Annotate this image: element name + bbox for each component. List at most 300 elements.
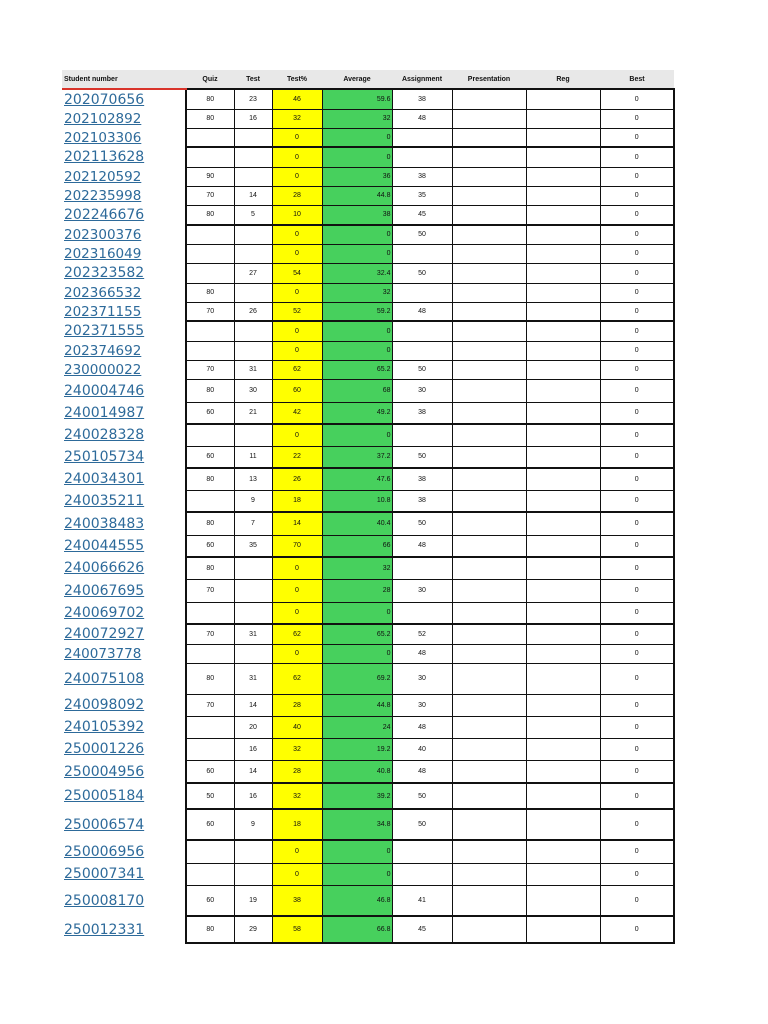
assignment-cell[interactable]: 48 (392, 760, 452, 783)
quiz-cell[interactable]: 80 (186, 916, 234, 943)
presentation-cell[interactable] (452, 167, 526, 186)
quiz-cell[interactable] (186, 602, 234, 624)
test-percent-cell[interactable]: 0 (272, 840, 322, 863)
presentation-cell[interactable] (452, 916, 526, 943)
assignment-cell[interactable] (392, 244, 452, 263)
reg-cell[interactable] (526, 109, 600, 128)
average-cell[interactable]: 0 (322, 341, 392, 360)
student-number-link[interactable]: 240028328 (64, 427, 145, 443)
assignment-cell[interactable] (392, 602, 452, 624)
presentation-cell[interactable] (452, 341, 526, 360)
student-number-link[interactable]: 202102892 (64, 110, 142, 127)
quiz-cell[interactable]: 80 (186, 283, 234, 302)
test-cell[interactable]: 9 (234, 490, 272, 512)
presentation-cell[interactable] (452, 624, 526, 644)
test-cell[interactable]: 29 (234, 916, 272, 943)
presentation-cell[interactable] (452, 863, 526, 885)
student-number-link[interactable]: 230000022 (64, 361, 142, 378)
best-cell[interactable]: 0 (600, 916, 674, 943)
quiz-cell[interactable] (186, 840, 234, 863)
student-number-link[interactable]: 250006574 (64, 816, 145, 833)
student-number-link[interactable]: 202235998 (64, 187, 142, 204)
reg-cell[interactable] (526, 360, 600, 379)
best-cell[interactable]: 0 (600, 863, 674, 885)
average-cell[interactable]: 65.2 (322, 624, 392, 644)
quiz-cell[interactable]: 80 (186, 512, 234, 535)
presentation-cell[interactable] (452, 283, 526, 302)
test-percent-cell[interactable]: 54 (272, 263, 322, 283)
assignment-cell[interactable] (392, 128, 452, 147)
student-number-link[interactable]: 240038483 (64, 515, 145, 532)
test-cell[interactable]: 19 (234, 885, 272, 916)
reg-cell[interactable] (526, 263, 600, 283)
presentation-cell[interactable] (452, 663, 526, 694)
presentation-cell[interactable] (452, 186, 526, 205)
best-cell[interactable]: 0 (600, 760, 674, 783)
average-cell[interactable]: 59.2 (322, 302, 392, 321)
assignment-cell[interactable]: 50 (392, 360, 452, 379)
best-cell[interactable]: 0 (600, 624, 674, 644)
test-percent-cell[interactable]: 0 (272, 341, 322, 360)
average-cell[interactable]: 0 (322, 840, 392, 863)
assignment-cell[interactable] (392, 557, 452, 579)
presentation-cell[interactable] (452, 424, 526, 446)
best-cell[interactable]: 0 (600, 263, 674, 283)
test-cell[interactable]: 14 (234, 186, 272, 205)
best-cell[interactable]: 0 (600, 360, 674, 379)
test-percent-cell[interactable]: 40 (272, 716, 322, 738)
best-cell[interactable]: 0 (600, 783, 674, 809)
test-percent-cell[interactable]: 58 (272, 916, 322, 943)
best-cell[interactable]: 0 (600, 147, 674, 167)
quiz-cell[interactable] (186, 225, 234, 244)
presentation-cell[interactable] (452, 557, 526, 579)
average-cell[interactable]: 47.6 (322, 468, 392, 490)
presentation-cell[interactable] (452, 128, 526, 147)
assignment-cell[interactable]: 35 (392, 186, 452, 205)
average-cell[interactable]: 0 (322, 644, 392, 663)
reg-cell[interactable] (526, 321, 600, 341)
reg-cell[interactable] (526, 916, 600, 943)
reg-cell[interactable] (526, 557, 600, 579)
best-cell[interactable]: 0 (600, 205, 674, 225)
average-cell[interactable]: 32 (322, 109, 392, 128)
header-student-number[interactable]: Student number (62, 70, 186, 89)
test-cell[interactable] (234, 321, 272, 341)
reg-cell[interactable] (526, 341, 600, 360)
student-number-link[interactable]: 240069702 (64, 605, 145, 621)
best-cell[interactable]: 0 (600, 490, 674, 512)
test-cell[interactable]: 35 (234, 535, 272, 557)
best-cell[interactable]: 0 (600, 840, 674, 863)
assignment-cell[interactable] (392, 863, 452, 885)
presentation-cell[interactable] (452, 379, 526, 402)
presentation-cell[interactable] (452, 225, 526, 244)
student-number-link[interactable]: 202070656 (64, 91, 145, 108)
reg-cell[interactable] (526, 783, 600, 809)
quiz-cell[interactable]: 60 (186, 809, 234, 840)
quiz-cell[interactable]: 60 (186, 535, 234, 557)
test-percent-cell[interactable]: 0 (272, 644, 322, 663)
student-number-link[interactable]: 240067695 (64, 582, 145, 599)
best-cell[interactable]: 0 (600, 446, 674, 468)
test-percent-cell[interactable]: 18 (272, 490, 322, 512)
test-cell[interactable]: 31 (234, 360, 272, 379)
presentation-cell[interactable] (452, 840, 526, 863)
test-percent-cell[interactable]: 62 (272, 624, 322, 644)
reg-cell[interactable] (526, 602, 600, 624)
quiz-cell[interactable]: 60 (186, 760, 234, 783)
reg-cell[interactable] (526, 89, 600, 109)
presentation-cell[interactable] (452, 263, 526, 283)
best-cell[interactable]: 0 (600, 379, 674, 402)
quiz-cell[interactable]: 80 (186, 89, 234, 109)
assignment-cell[interactable] (392, 283, 452, 302)
reg-cell[interactable] (526, 186, 600, 205)
presentation-cell[interactable] (452, 512, 526, 535)
student-number-link[interactable]: 202120592 (64, 168, 142, 185)
presentation-cell[interactable] (452, 579, 526, 602)
assignment-cell[interactable]: 50 (392, 263, 452, 283)
presentation-cell[interactable] (452, 147, 526, 167)
best-cell[interactable]: 0 (600, 167, 674, 186)
reg-cell[interactable] (526, 424, 600, 446)
best-cell[interactable]: 0 (600, 738, 674, 760)
assignment-cell[interactable]: 48 (392, 535, 452, 557)
test-percent-cell[interactable]: 0 (272, 128, 322, 147)
test-cell[interactable]: 21 (234, 402, 272, 424)
presentation-cell[interactable] (452, 602, 526, 624)
reg-cell[interactable] (526, 128, 600, 147)
assignment-cell[interactable] (392, 147, 452, 167)
average-cell[interactable]: 0 (322, 128, 392, 147)
test-cell[interactable]: 14 (234, 760, 272, 783)
quiz-cell[interactable]: 70 (186, 302, 234, 321)
average-cell[interactable]: 24 (322, 716, 392, 738)
reg-cell[interactable] (526, 512, 600, 535)
average-cell[interactable]: 32 (322, 557, 392, 579)
average-cell[interactable]: 0 (322, 863, 392, 885)
quiz-cell[interactable] (186, 341, 234, 360)
quiz-cell[interactable] (186, 644, 234, 663)
quiz-cell[interactable] (186, 263, 234, 283)
student-number-link[interactable]: 240044555 (64, 538, 145, 554)
assignment-cell[interactable]: 48 (392, 302, 452, 321)
presentation-cell[interactable] (452, 535, 526, 557)
student-number-link[interactable]: 240075108 (64, 670, 145, 687)
reg-cell[interactable] (526, 244, 600, 263)
test-cell[interactable]: 16 (234, 738, 272, 760)
best-cell[interactable]: 0 (600, 321, 674, 341)
test-cell[interactable]: 31 (234, 624, 272, 644)
presentation-cell[interactable] (452, 321, 526, 341)
student-number-link[interactable]: 250004956 (64, 763, 145, 780)
presentation-cell[interactable] (452, 205, 526, 225)
test-percent-cell[interactable]: 0 (272, 321, 322, 341)
reg-cell[interactable] (526, 283, 600, 302)
reg-cell[interactable] (526, 167, 600, 186)
assignment-cell[interactable]: 48 (392, 109, 452, 128)
quiz-cell[interactable]: 70 (186, 624, 234, 644)
reg-cell[interactable] (526, 147, 600, 167)
quiz-cell[interactable]: 80 (186, 663, 234, 694)
student-number-link[interactable]: 240098092 (64, 697, 145, 713)
test-percent-cell[interactable]: 0 (272, 283, 322, 302)
student-number-link[interactable]: 250012331 (64, 921, 145, 938)
student-number-link[interactable]: 202374692 (64, 342, 142, 359)
presentation-cell[interactable] (452, 490, 526, 512)
quiz-cell[interactable]: 80 (186, 379, 234, 402)
best-cell[interactable]: 0 (600, 809, 674, 840)
average-cell[interactable]: 32.4 (322, 263, 392, 283)
test-cell[interactable] (234, 283, 272, 302)
test-cell[interactable]: 16 (234, 783, 272, 809)
reg-cell[interactable] (526, 716, 600, 738)
best-cell[interactable]: 0 (600, 535, 674, 557)
test-cell[interactable] (234, 863, 272, 885)
assignment-cell[interactable]: 50 (392, 783, 452, 809)
student-number-link[interactable]: 202316049 (64, 245, 142, 262)
best-cell[interactable]: 0 (600, 402, 674, 424)
best-cell[interactable]: 0 (600, 468, 674, 490)
presentation-cell[interactable] (452, 809, 526, 840)
assignment-cell[interactable]: 52 (392, 624, 452, 644)
presentation-cell[interactable] (452, 302, 526, 321)
test-percent-cell[interactable]: 60 (272, 379, 322, 402)
student-number-link[interactable]: 250006956 (64, 843, 145, 860)
reg-cell[interactable] (526, 468, 600, 490)
test-cell[interactable] (234, 424, 272, 446)
best-cell[interactable]: 0 (600, 128, 674, 147)
student-number-link[interactable]: 202246676 (64, 207, 145, 223)
student-number-link[interactable]: 202366532 (64, 284, 142, 301)
assignment-cell[interactable] (392, 341, 452, 360)
test-percent-cell[interactable]: 0 (272, 244, 322, 263)
quiz-cell[interactable]: 80 (186, 557, 234, 579)
average-cell[interactable]: 66 (322, 535, 392, 557)
presentation-cell[interactable] (452, 694, 526, 716)
test-cell[interactable]: 11 (234, 446, 272, 468)
test-cell[interactable] (234, 128, 272, 147)
student-number-link[interactable]: 202371555 (64, 323, 145, 339)
average-cell[interactable]: 68 (322, 379, 392, 402)
presentation-cell[interactable] (452, 446, 526, 468)
reg-cell[interactable] (526, 840, 600, 863)
test-percent-cell[interactable]: 32 (272, 738, 322, 760)
best-cell[interactable]: 0 (600, 885, 674, 916)
test-percent-cell[interactable]: 28 (272, 186, 322, 205)
student-number-link[interactable]: 202113628 (64, 149, 145, 165)
header-test-percent[interactable]: Test% (272, 70, 322, 89)
reg-cell[interactable] (526, 644, 600, 663)
assignment-cell[interactable]: 45 (392, 205, 452, 225)
test-cell[interactable]: 30 (234, 379, 272, 402)
quiz-cell[interactable]: 60 (186, 446, 234, 468)
assignment-cell[interactable]: 45 (392, 916, 452, 943)
student-number-link[interactable]: 250001226 (64, 741, 145, 757)
test-cell[interactable] (234, 167, 272, 186)
quiz-cell[interactable] (186, 738, 234, 760)
assignment-cell[interactable]: 30 (392, 694, 452, 716)
average-cell[interactable]: 19.2 (322, 738, 392, 760)
average-cell[interactable]: 32 (322, 283, 392, 302)
reg-cell[interactable] (526, 809, 600, 840)
assignment-cell[interactable] (392, 840, 452, 863)
quiz-cell[interactable]: 80 (186, 468, 234, 490)
test-cell[interactable]: 20 (234, 716, 272, 738)
student-number-link[interactable]: 240004746 (64, 382, 145, 399)
test-cell[interactable] (234, 602, 272, 624)
student-number-link[interactable]: 240105392 (64, 719, 145, 735)
assignment-cell[interactable]: 50 (392, 446, 452, 468)
test-cell[interactable]: 13 (234, 468, 272, 490)
test-cell[interactable]: 7 (234, 512, 272, 535)
average-cell[interactable]: 69.2 (322, 663, 392, 694)
student-number-link[interactable]: 240034301 (64, 471, 145, 487)
average-cell[interactable]: 44.8 (322, 186, 392, 205)
quiz-cell[interactable]: 50 (186, 783, 234, 809)
test-percent-cell[interactable]: 26 (272, 468, 322, 490)
test-cell[interactable] (234, 644, 272, 663)
test-percent-cell[interactable]: 0 (272, 602, 322, 624)
average-cell[interactable]: 66.8 (322, 916, 392, 943)
reg-cell[interactable] (526, 738, 600, 760)
reg-cell[interactable] (526, 863, 600, 885)
test-percent-cell[interactable]: 46 (272, 89, 322, 109)
test-cell[interactable] (234, 840, 272, 863)
best-cell[interactable]: 0 (600, 663, 674, 694)
test-percent-cell[interactable]: 10 (272, 205, 322, 225)
reg-cell[interactable] (526, 663, 600, 694)
average-cell[interactable]: 34.8 (322, 809, 392, 840)
best-cell[interactable]: 0 (600, 644, 674, 663)
quiz-cell[interactable]: 70 (186, 360, 234, 379)
test-cell[interactable]: 27 (234, 263, 272, 283)
presentation-cell[interactable] (452, 360, 526, 379)
average-cell[interactable]: 0 (322, 321, 392, 341)
average-cell[interactable]: 44.8 (322, 694, 392, 716)
assignment-cell[interactable]: 38 (392, 89, 452, 109)
student-number-link[interactable]: 240073778 (64, 645, 142, 662)
quiz-cell[interactable] (186, 128, 234, 147)
assignment-cell[interactable]: 50 (392, 512, 452, 535)
quiz-cell[interactable] (186, 863, 234, 885)
best-cell[interactable]: 0 (600, 512, 674, 535)
quiz-cell[interactable]: 60 (186, 402, 234, 424)
average-cell[interactable]: 40.8 (322, 760, 392, 783)
test-percent-cell[interactable]: 14 (272, 512, 322, 535)
header-reg[interactable]: Reg (526, 70, 600, 89)
student-number-link[interactable]: 240014987 (64, 405, 145, 421)
presentation-cell[interactable] (452, 738, 526, 760)
test-percent-cell[interactable]: 28 (272, 760, 322, 783)
presentation-cell[interactable] (452, 402, 526, 424)
best-cell[interactable]: 0 (600, 109, 674, 128)
test-percent-cell[interactable]: 0 (272, 424, 322, 446)
presentation-cell[interactable] (452, 885, 526, 916)
test-cell[interactable]: 9 (234, 809, 272, 840)
best-cell[interactable]: 0 (600, 225, 674, 244)
reg-cell[interactable] (526, 402, 600, 424)
presentation-cell[interactable] (452, 783, 526, 809)
test-cell[interactable]: 16 (234, 109, 272, 128)
quiz-cell[interactable] (186, 147, 234, 167)
best-cell[interactable]: 0 (600, 89, 674, 109)
test-percent-cell[interactable]: 32 (272, 109, 322, 128)
student-number-link[interactable]: 240035211 (64, 493, 145, 509)
test-cell[interactable] (234, 579, 272, 602)
best-cell[interactable]: 0 (600, 283, 674, 302)
quiz-cell[interactable]: 70 (186, 579, 234, 602)
quiz-cell[interactable]: 60 (186, 885, 234, 916)
presentation-cell[interactable] (452, 760, 526, 783)
test-cell[interactable] (234, 341, 272, 360)
student-number-link[interactable]: 240072927 (64, 626, 145, 642)
assignment-cell[interactable]: 50 (392, 225, 452, 244)
test-percent-cell[interactable]: 18 (272, 809, 322, 840)
quiz-cell[interactable] (186, 321, 234, 341)
assignment-cell[interactable]: 48 (392, 716, 452, 738)
quiz-cell[interactable]: 70 (186, 694, 234, 716)
assignment-cell[interactable]: 40 (392, 738, 452, 760)
test-percent-cell[interactable]: 52 (272, 302, 322, 321)
best-cell[interactable]: 0 (600, 341, 674, 360)
assignment-cell[interactable]: 30 (392, 579, 452, 602)
assignment-cell[interactable] (392, 321, 452, 341)
best-cell[interactable]: 0 (600, 579, 674, 602)
reg-cell[interactable] (526, 302, 600, 321)
student-number-link[interactable]: 250005184 (64, 788, 145, 804)
student-number-link[interactable]: 250007341 (64, 866, 145, 882)
average-cell[interactable]: 10.8 (322, 490, 392, 512)
header-test[interactable]: Test (234, 70, 272, 89)
reg-cell[interactable] (526, 490, 600, 512)
reg-cell[interactable] (526, 535, 600, 557)
average-cell[interactable]: 36 (322, 167, 392, 186)
assignment-cell[interactable]: 38 (392, 167, 452, 186)
test-percent-cell[interactable]: 32 (272, 783, 322, 809)
quiz-cell[interactable]: 90 (186, 167, 234, 186)
reg-cell[interactable] (526, 885, 600, 916)
average-cell[interactable]: 59.6 (322, 89, 392, 109)
average-cell[interactable]: 0 (322, 602, 392, 624)
assignment-cell[interactable]: 41 (392, 885, 452, 916)
test-cell[interactable] (234, 225, 272, 244)
presentation-cell[interactable] (452, 644, 526, 663)
test-percent-cell[interactable]: 62 (272, 360, 322, 379)
test-percent-cell[interactable]: 28 (272, 694, 322, 716)
average-cell[interactable]: 40.4 (322, 512, 392, 535)
header-quiz[interactable]: Quiz (186, 70, 234, 89)
test-cell[interactable]: 23 (234, 89, 272, 109)
test-percent-cell[interactable]: 62 (272, 663, 322, 694)
average-cell[interactable]: 0 (322, 225, 392, 244)
assignment-cell[interactable]: 30 (392, 663, 452, 694)
test-cell[interactable]: 31 (234, 663, 272, 694)
best-cell[interactable]: 0 (600, 244, 674, 263)
best-cell[interactable]: 0 (600, 694, 674, 716)
quiz-cell[interactable] (186, 716, 234, 738)
reg-cell[interactable] (526, 225, 600, 244)
test-cell[interactable]: 26 (234, 302, 272, 321)
assignment-cell[interactable]: 38 (392, 468, 452, 490)
assignment-cell[interactable] (392, 424, 452, 446)
student-number-link[interactable]: 250105734 (64, 449, 145, 465)
presentation-cell[interactable] (452, 89, 526, 109)
test-percent-cell[interactable]: 0 (272, 557, 322, 579)
student-number-link[interactable]: 202323582 (64, 265, 145, 281)
test-percent-cell[interactable]: 0 (272, 863, 322, 885)
